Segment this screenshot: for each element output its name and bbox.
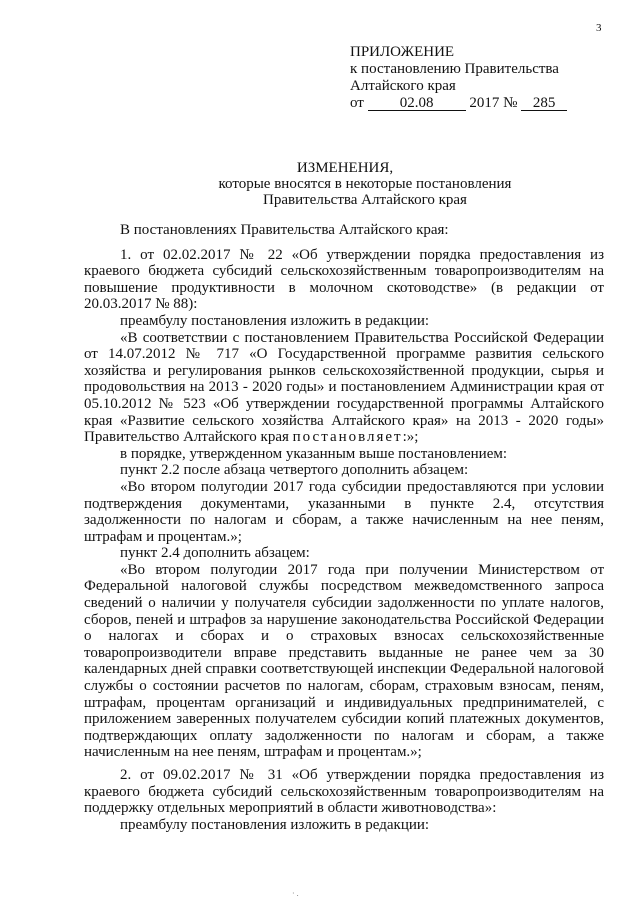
quote-2-paragraph: «Во втором полугодии 2017 года субсидии предоставляются при условии подтверждения документами, указанными в пункте 2.4, отсутствия задолженности по налогам и сборам, а также начисленным на нее пеням, штрафам и процентам.»;	[84, 478, 604, 545]
heading-title: ИЗМЕНЕНИЯ,	[296, 160, 394, 176]
preamble-1-paragraph: преамбулу постановления изложить в редакции:	[120, 312, 430, 329]
date-value: 02.08	[368, 96, 466, 111]
number-value: 285	[521, 96, 567, 111]
quote-1-paragraph	[84, 330, 604, 446]
quote-1-spaced: постановляет	[292, 429, 403, 446]
number-sign: №	[503, 95, 518, 111]
footer-mark: · .	[292, 889, 299, 898]
preamble-2-paragraph: преамбулу постановления изложить в редакции:	[120, 816, 430, 833]
quote-1-end: :»;	[402, 429, 419, 446]
point-2-2-paragraph: пункт 2.2 после абзаца четвертого дополнить абзацем:	[120, 462, 469, 479]
heading-line-1: которые вносятся в некоторые постановления	[218, 176, 512, 192]
point-2-4-paragraph: пункт 2.4 дополнить абзацем:	[120, 545, 310, 562]
date-prefix: от	[350, 95, 364, 111]
appendix-line-1: к постановлению Правительства	[350, 61, 559, 77]
document-body	[84, 222, 604, 833]
intro-paragraph: В постановлениях Правительства Алтайского края:	[120, 222, 449, 238]
appendix-title: ПРИЛОЖЕНИЕ	[350, 44, 455, 60]
procedure-paragraph: в порядке, утвержденном указанным выше постановлением:	[120, 445, 508, 462]
item-1-paragraph: 1. от 02.02.2017 № 22 «Об утверждении порядка предоставления из краевого бюджета субсидий сельскохозяйственным товаропроизводителям на повышение продуктивности в молочном скотоводстве» (в редакции от 20.03.2017 № 88):	[84, 246, 604, 313]
document-heading	[0, 160, 640, 208]
year: 2017	[469, 95, 500, 111]
appendix-block	[350, 44, 567, 112]
appendix-line-2: Алтайского края	[350, 78, 456, 94]
appendix-date-line	[350, 95, 567, 112]
item-2-paragraph: 2. от 09.02.2017 № 31 «Об утверждении порядка предоставления из краевого бюджета субсидий сельскохозяйственным товаропроизводителям на поддержку отдельных мероприятий в области животноводства»:	[84, 767, 604, 817]
quote-1-text: «В соответствии с постановлением Правительства Российской Федерации от 14.07.2012 № 717 «О Государственной программе развития сельского хозяйства и регулирования рынков сельскохозяйственной продукции, сырья и продовольствия на 2013 - 2020 годы» и постановлением Администрации края от 05.10.2012 № 523 «Об утверждении государственной программы Алтайского края «Развитие сельского хозяйства Алтайского края» на 2013 - 2020 годы» Правительство Алтайского края	[84, 329, 604, 446]
heading-line-2: Правительства Алтайского края	[263, 192, 467, 208]
quote-3-paragraph: «Во втором полугодии 2017 года при получении Министерством от Федеральной налоговой службы посредством межведомственного запроса сведений о наличии у получателя субсидии задолженности по уплате налогов, сборов, пеней и штрафов за нарушение законодательства Российской Федерации о налогах и сборах и о страховых взносах сельскохозяйственные товаропроизводители вправе представить выданные не ранее чем за 30 календарных дней справки соответствующей инспекции Федеральной налоговой службы о состоянии расчетов по налогам, сборам, страховым взносам, пеням, штрафам, процентам организаций и индивидуальных предпринимателей, с приложением заверенных получателем субсидии копий платежных документов, подтверждающих оплату задолженности по налогам и сборам, а также начисленным на нее пеням, штрафам и процентам.»;	[84, 561, 604, 761]
page-number: 3	[596, 22, 602, 34]
